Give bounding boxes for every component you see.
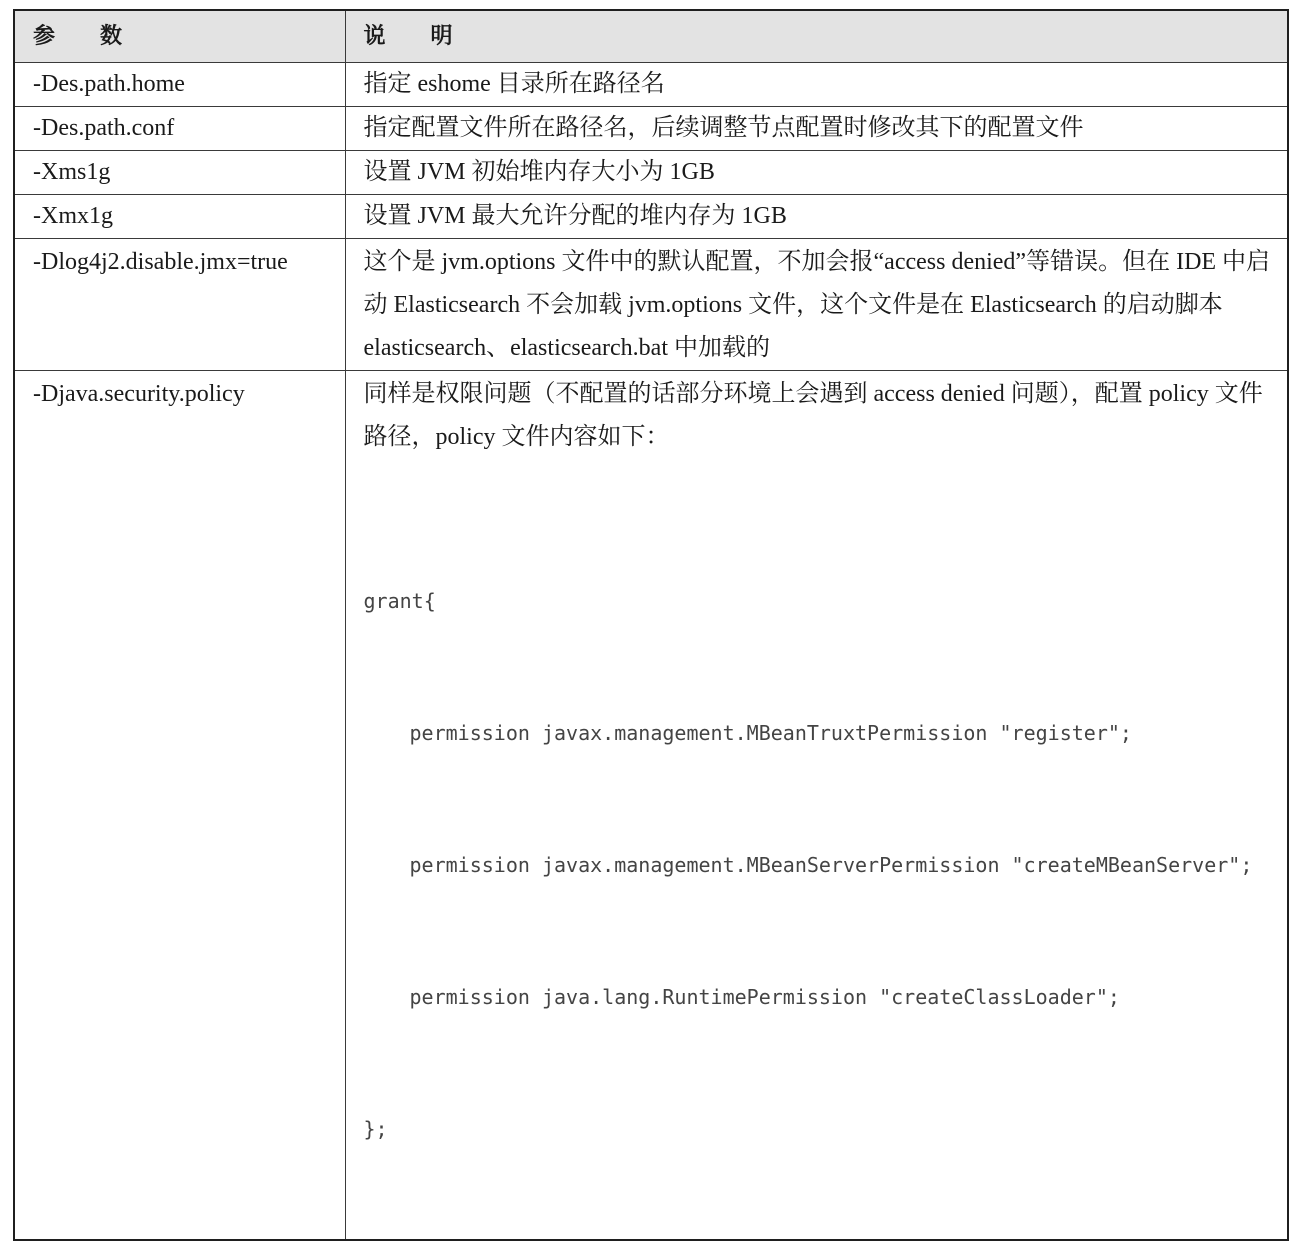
description-cell: 这个是 jvm.options 文件中的默认配置，不加会报“access denied”等错误。但在 IDE 中启动 Elasticsearch 不会加载 jvm.options 文件，这个文件是在 Elasticsearch 的启动脚本 elasticsearch、elasticsearch.bat 中加载的: [345, 239, 1288, 371]
description-cell: 指定 eshome 目录所在路径名: [345, 63, 1288, 107]
header-desc-part1: 说: [363, 24, 387, 49]
param-cell: -Djava.security.policy: [14, 371, 345, 1241]
header-description: [345, 10, 1288, 63]
description-text: 同样是权限问题（不配置的话部分环境上会遇到 access denied 问题），配置 policy 文件路径，policy 文件内容如下：: [363, 381, 1263, 450]
header-param-part1: 参: [33, 24, 57, 49]
header-param: [14, 10, 345, 63]
param-cell: -Dlog4j2.disable.jmx=true: [14, 239, 345, 371]
code-line: permission java.lang.RuntimePermission "createClassLoader";: [409, 985, 1120, 1009]
table-row: [14, 371, 1288, 1241]
param-cell: -Xmx1g: [14, 195, 345, 239]
table-row: [14, 195, 1288, 239]
code-line: };: [363, 1117, 388, 1141]
table-header-row: [14, 10, 1288, 63]
policy-code-block: [364, 491, 1278, 1239]
table-row: [14, 239, 1288, 371]
param-cell: -Des.path.conf: [14, 107, 345, 151]
table-row: [14, 63, 1288, 107]
description-cell: 设置 JVM 最大允许分配的堆内存为 1GB: [345, 195, 1288, 239]
header-param-part2: 数: [100, 24, 124, 49]
table-row: [14, 151, 1288, 195]
parameter-table: [13, 9, 1289, 1241]
code-line: grant{: [363, 589, 436, 613]
description-cell: 指定配置文件所在路径名，后续调整节点配置时修改其下的配置文件: [345, 107, 1288, 151]
description-cell: 设置 JVM 初始堆内存大小为 1GB: [345, 151, 1288, 195]
code-line: permission javax.management.MBeanServerPermission "createMBeanServer";: [409, 853, 1253, 877]
header-desc-part2: 明: [430, 24, 454, 49]
param-cell: -Xms1g: [14, 151, 345, 195]
description-cell: [345, 371, 1288, 1241]
param-cell: -Des.path.home: [14, 63, 345, 107]
table-row: [14, 107, 1288, 151]
code-line: permission javax.management.MBeanTruxtPermission "register";: [409, 721, 1132, 745]
